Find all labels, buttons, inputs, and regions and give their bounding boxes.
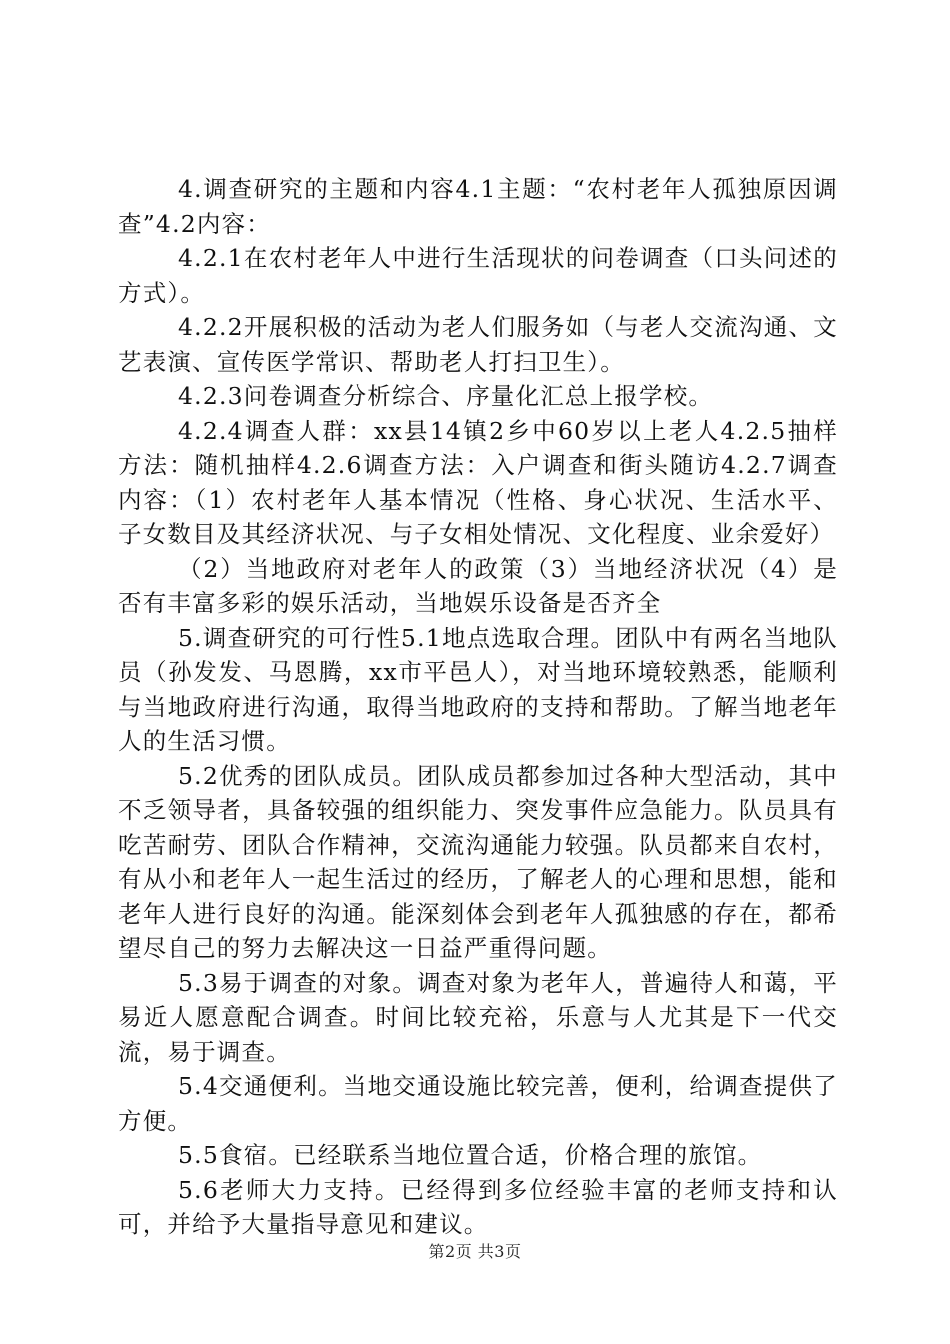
paragraph-feasibility-5-6: 5.6老师大力支持。已经得到多位经验丰富的老师支持和认可，并给予大量指导意见和建议。 <box>118 1175 838 1238</box>
paragraph-survey-items: （2）当地政府对老年人的政策（3）当地经济状况（4）是否有丰富多彩的娱乐活动，当地娱乐设备是否齐全 <box>118 554 838 617</box>
paragraph-feasibility-5-2: 5.2优秀的团队成员。团队成员都参加过各种大型活动，其中不乏领导者，具备较强的组织能力、突发事件应急能力。队员具有吃苦耐劳、团队合作精神，交流沟通能力较强。队员都来自农村，有从小和老年人一起生活过的经历，了解老人的心理和思想，能和老年人进行良好的沟通。能深刻体会到老年人孤独感的存在，都希望尽自己的努力去解决这一日益严重得问题。 <box>118 761 838 962</box>
paragraph-feasibility-5-5: 5.5食宿。已经联系当地位置合适，价格合理的旅馆。 <box>178 1141 763 1169</box>
paragraph-4-2-4: 4.2.4调查人群：xx县14镇2乡中60岁以上老人4.2.5抽样方法：随机抽样4.2.6调查方法：入户调查和街头随访4.2.7调查内容：（1）农村老年人基本情况（性格、身心状况、生活水平、子女数目及其经济状况、与子女相处情况、文化程度、业余爱好） <box>118 416 838 548</box>
paragraph-research-topic: 4.调查研究的主题和内容4.1主题：“农村老年人孤独原因调查”4.2内容： <box>118 175 838 238</box>
paragraph-4-2-1: 4.2.1在农村老年人中进行生活现状的问卷调查（口头问述的方式）。 <box>118 244 838 307</box>
paragraph-feasibility-5-1: 5.调查研究的可行性5.1地点选取合理。团队中有两名当地队员（孙发发、马恩腾，xx市平邑人），对当地环境较熟悉，能顺利与当地政府进行沟通，取得当地政府的支持和帮助。了解当地老年人的生活习惯。 <box>118 623 838 755</box>
document-body <box>118 172 838 1242</box>
paragraph-4-2-2: 4.2.2开展积极的活动为老人们服务如（与老人交流沟通、文艺表演、宣传医学常识、帮助老人打扫卫生）。 <box>118 313 838 376</box>
paragraph-feasibility-5-4: 5.4交通便利。当地交通设施比较完善，便利，给调查提供了方便。 <box>118 1072 838 1135</box>
page-number-footer: 第2页 共3页 <box>428 1242 522 1261</box>
paragraph-4-2-3: 4.2.3问卷调查分析综合、序量化汇总上报学校。 <box>178 382 714 410</box>
paragraph-feasibility-5-3: 5.3易于调查的对象。调查对象为老年人，普遍待人和蔼，平易近人愿意配合调查。时间比较充裕，乐意与人尤其是下一代交流，易于调查。 <box>118 968 838 1066</box>
